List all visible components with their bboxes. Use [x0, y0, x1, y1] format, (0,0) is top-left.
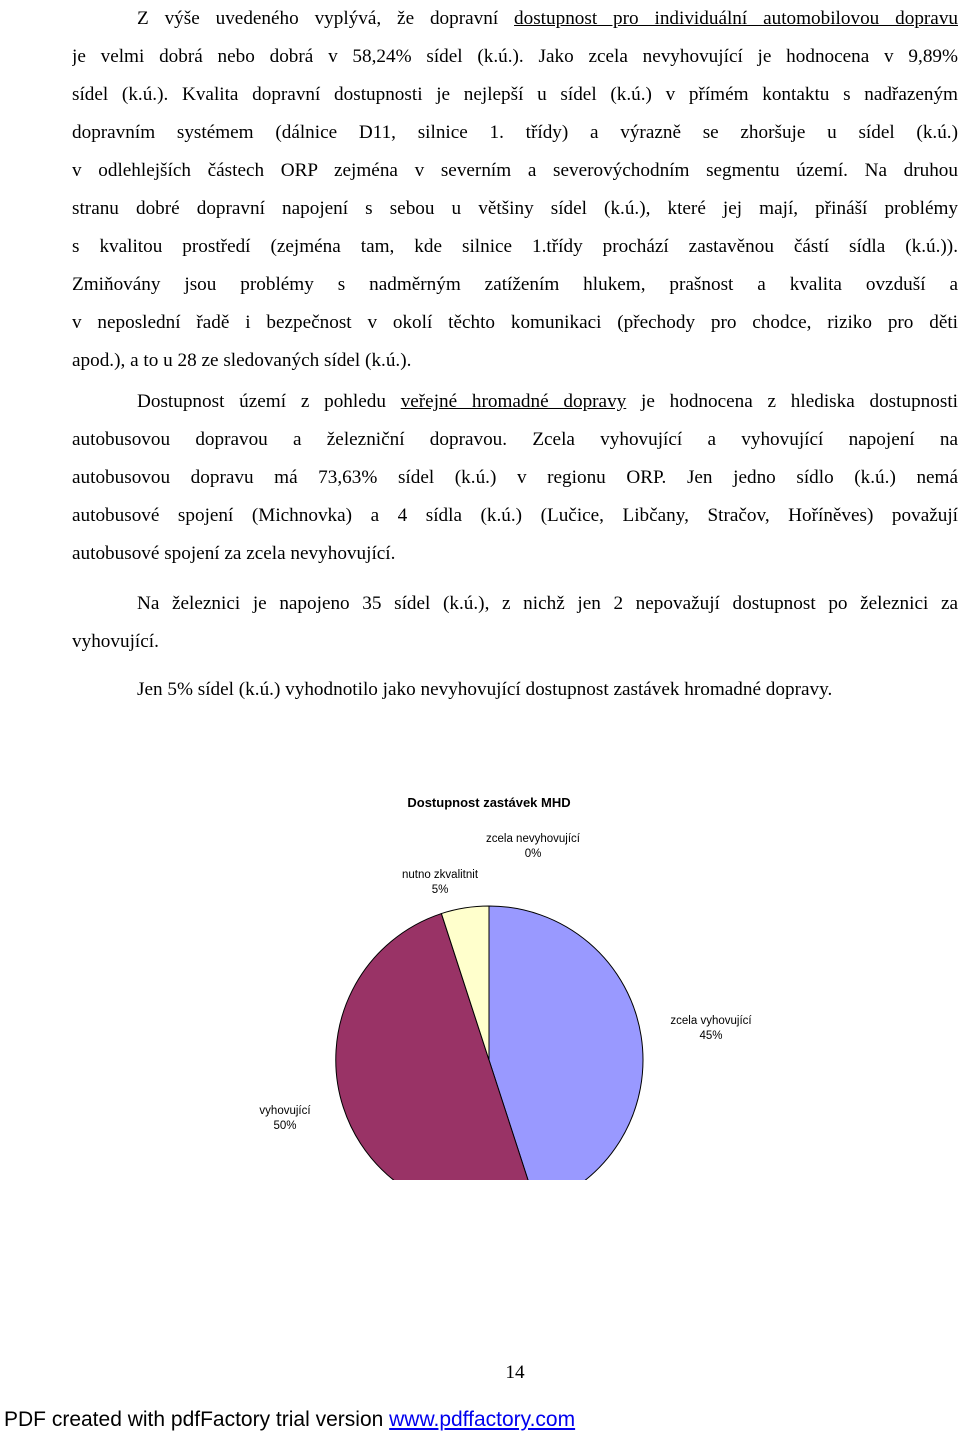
text-line: s kvalitou prostředí (zejména tam, kde silnice 1.třídy prochází zastavěnou částí sídla (k.ú.)).	[72, 236, 958, 257]
text-line: Zmiňovány jsou problémy s nadměrným zatížením hlukem, prašnost a kvalita ovzduší a	[72, 274, 958, 295]
chart-title: Dostupnost zastávek MHD	[407, 795, 571, 810]
pie-slices	[336, 906, 643, 1180]
text-line: apod.), a to u 28 ze sledovaných sídel (k.ú.).	[72, 350, 412, 371]
pdf-footer	[4, 1408, 575, 1432]
pie-label-name: zcela nevyhovující	[486, 833, 580, 845]
text-line: autobusové spojení za zcela nevyhovující.	[72, 543, 396, 564]
pie-label-value: 0%	[524, 848, 542, 860]
text-line: dopravním systémem (dálnice D11, silnice 1. třídy) a výrazně se zhoršuje u sídel (k.ú.)	[72, 122, 958, 143]
pie-chart	[0, 780, 960, 1180]
text-line: Z výše uvedeného vyplývá, že dopravní dostupnost pro individuální automobilovou dopravu	[137, 8, 958, 29]
pie-label-name: zcela vyhovující	[670, 1015, 752, 1027]
pie-label-value: 50%	[273, 1120, 297, 1132]
text-line: Dostupnost území z pohledu veřejné hromadné dopravy je hodnocena z hlediska dostupnosti	[137, 391, 958, 412]
paragraph-stops	[72, 671, 958, 709]
footer-link[interactable]: www.pdffactory.com	[389, 1408, 576, 1431]
pie-label	[259, 1105, 311, 1132]
pie-label-name: vyhovující	[259, 1105, 311, 1117]
pie-label-value: 5%	[431, 884, 449, 896]
text-line: autobusovou dopravou a železniční dopravou. Zcela vyhovující a vyhovující napojení na	[72, 429, 958, 450]
text-line: stranu dobré dopravní napojení s sebou u většiny sídel (k.ú.), které jej mají, přináší problémy	[72, 198, 958, 219]
underlined-term: dostupnost pro individuální automobilovou dopravu	[514, 8, 958, 29]
pie-label-name: nutno zkvalitnit	[401, 869, 479, 881]
text-line: autobusové spojení (Michnovka) a 4 sídla (k.ú.) (Lučice, Libčany, Stračov, Hoříněves) považují	[72, 505, 958, 526]
text-line: Na železnici je napojeno 35 sídel (k.ú.), z nichž jen 2 nepovažují dostupnost po železnici za	[137, 593, 958, 614]
text-line: Jen 5% sídel (k.ú.) vyhodnotilo jako nevyhovující dostupnost zastávek hromadné dopravy.	[137, 679, 833, 700]
text-line: v neposlední řadě i bezpečnost v okolí těchto komunikaci (přechody pro chodce, riziko pro děti	[72, 312, 958, 333]
paragraph-public-transport	[72, 383, 958, 573]
pie-label	[402, 869, 479, 896]
text-line: vyhovující.	[72, 631, 159, 652]
pie-label-value: 45%	[699, 1030, 723, 1042]
text-line: autobusovou dopravu má 73,63% sídel (k.ú.) v regionu ORP. Jen jedno sídlo (k.ú.) nemá	[72, 467, 958, 488]
pie-label	[670, 1015, 752, 1042]
text-line: sídel (k.ú.). Kvalita dopravní dostupnosti je nejlepší u sídel (k.ú.) v přímém kontaktu s nadřazeným	[72, 84, 958, 105]
footer-text: PDF created with pdfFactory trial version	[4, 1408, 390, 1431]
paragraph-railway	[72, 585, 958, 661]
pie-chart-svg	[0, 780, 960, 1180]
paragraph-individual-transport	[72, 0, 958, 380]
text-line: v odlehlejších částech ORP zejména v severním a severovýchodním segmentu území. Na druhou	[72, 160, 958, 181]
page-number: 14	[505, 1362, 525, 1383]
pie-label	[486, 833, 581, 860]
underlined-term: veřejné hromadné dopravy	[400, 391, 627, 412]
text-line: je velmi dobrá nebo dobrá v 58,24% sídel (k.ú.). Jako zcela nevyhovující je hodnocena v 9,89%	[72, 46, 958, 67]
